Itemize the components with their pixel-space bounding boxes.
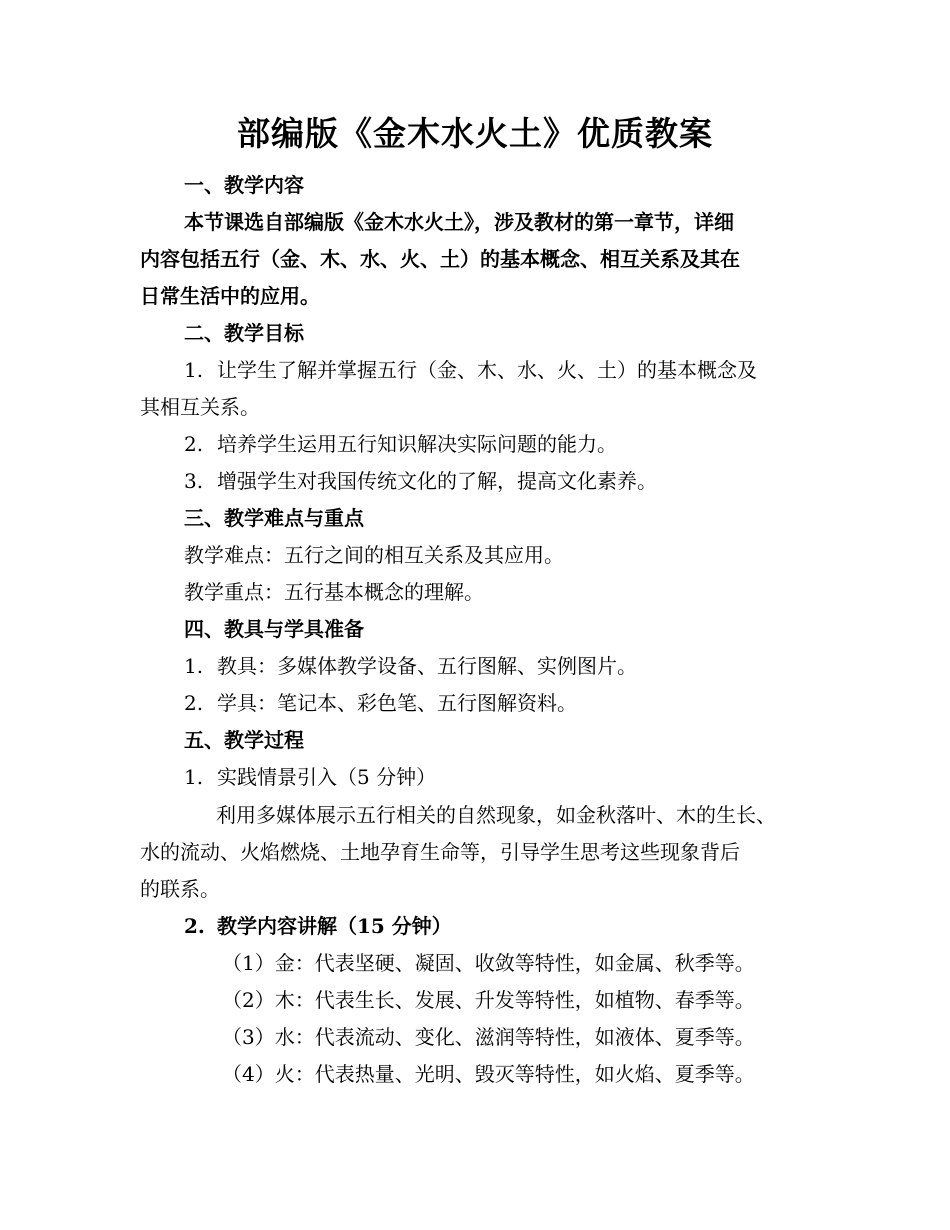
process-step-2-item: （1）金：代表坚硬、凝固、收敛等特性，如金属、秋季等。 [222, 951, 755, 975]
goal-item-text: 培养学生运用五行知识解决实际问题的能力。 [217, 432, 617, 456]
process-step-1-line: 利用多媒体展示五行相关的自然现象，如金秋落叶、木的生长、 [216, 803, 776, 827]
goal-item-number: 2. [184, 432, 204, 456]
process-step-1-line: 水的流动、火焰燃烧、土地孕育生命等，引导学生思考这些现象背后 [140, 840, 740, 864]
process-step-2 [184, 908, 452, 945]
materials-item-text: 学具：笔记本、彩色笔、五行图解资料。 [217, 691, 577, 715]
materials-item [184, 648, 637, 685]
materials-item-number: 1. [184, 654, 204, 678]
section-heading-difficulties: 三、教学难点与重点 [184, 506, 364, 530]
process-step-number: 1. [184, 765, 204, 789]
goal-item-number: 1. [184, 358, 204, 382]
section-heading-materials: 四、教具与学具准备 [184, 617, 364, 641]
process-step-title: 实践情景引入（5 分钟） [217, 765, 437, 789]
materials-item-text: 教具：多媒体教学设备、五行图解、实例图片。 [217, 654, 637, 678]
process-step-number: 2. [184, 914, 205, 938]
process-step-2-item: （2）木：代表生长、发展、升发等特性，如植物、春季等。 [222, 988, 755, 1012]
content-paragraph-line: 内容包括五行（金、木、水、火、土）的基本概念、相互关系及其在 [140, 247, 740, 271]
section-heading-process: 五、教学过程 [184, 728, 304, 752]
goal-item-text: 让学生了解并掌握五行（金、木、水、火、土）的基本概念及 [217, 358, 757, 382]
goal-item-number: 3. [184, 469, 204, 493]
process-step-title: 教学内容讲解（15 分钟） [217, 914, 452, 938]
goal-item [184, 426, 617, 463]
difficulty-text: 教学难点：五行之间的相互关系及其应用。 [184, 543, 564, 567]
goal-item-text: 增强学生对我国传统文化的了解，提高文化素养。 [217, 469, 657, 493]
section-heading-content: 一、教学内容 [184, 173, 304, 197]
section-heading-goals: 二、教学目标 [184, 321, 304, 345]
key-point-text: 教学重点：五行基本概念的理解。 [184, 580, 484, 604]
process-step-1-line: 的联系。 [140, 877, 220, 901]
document-title: 部编版《金木水火土》优质教案 [237, 114, 713, 153]
goal-item [184, 463, 657, 500]
materials-item [184, 685, 577, 722]
process-step-1 [184, 759, 436, 796]
content-paragraph-line: 本节课选自部编版《金木水火土》，涉及教材的第一章节，详细 [184, 210, 734, 234]
materials-item-number: 2. [184, 691, 204, 715]
process-step-2-item: （3）水：代表流动、变化、滋润等特性，如液体、夏季等。 [222, 1025, 755, 1049]
content-paragraph-line: 日常生活中的应用。 [140, 284, 320, 308]
goal-item [184, 352, 757, 389]
process-step-2-item: （4）火：代表热量、光明、毁灭等特性，如火焰、夏季等。 [222, 1062, 755, 1086]
goal-item-continuation: 其相互关系。 [140, 395, 260, 419]
